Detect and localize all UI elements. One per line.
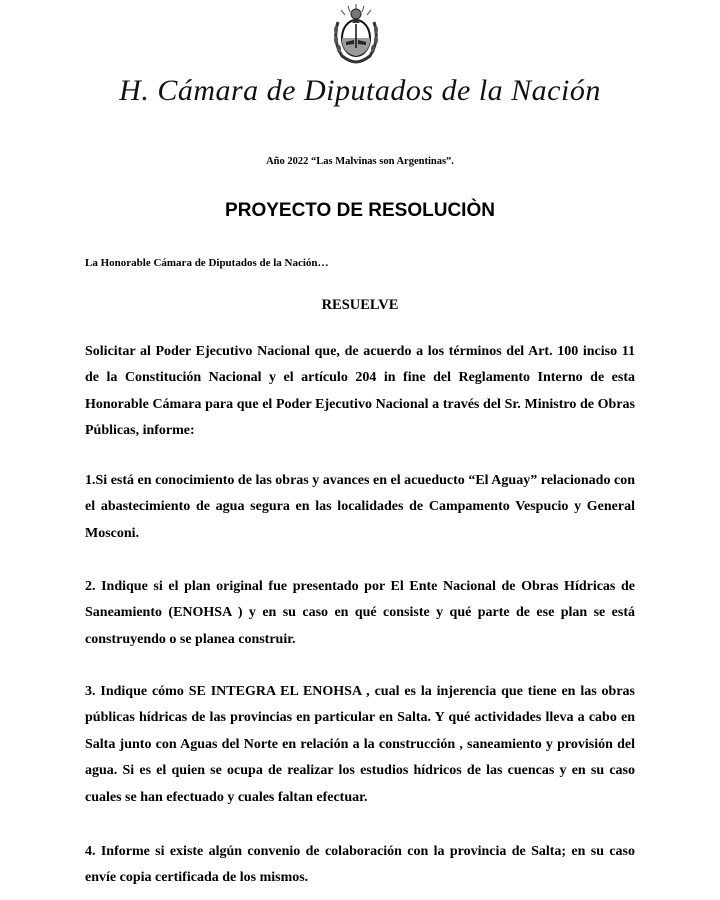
item-paragraph-1: 1.Si está en conocimiento de las obras y avances en el acueducto “El Aguay” relacionado con el abastecimiento de agua segura en las localidades de Campamento Vespucio y General Mosconi. <box>85 473 635 541</box>
national-coat-of-arms-icon <box>328 2 384 64</box>
item-paragraph-2: 2. Indique si el plan original fue presentado por El Ente Nacional de Obras Hídricas de Saneamiento (ENOHSA ) y en su caso en qué consiste y qué parte de ese plan se está construyendo o se planea construir. <box>85 579 635 647</box>
year-motto: Año 2022 “Las Malvinas son Argentinas”. <box>266 156 454 167</box>
addressee: La Honorable Cámara de Diputados de la Nación… <box>85 257 329 269</box>
intro-paragraph: Solicitar al Poder Ejecutivo Nacional que, de acuerdo a los términos del Art. 100 inciso 11 de la Constitución Nacional y el artículo 204 in fine del Reglamento Interno de esta Honorable Cámara para que el Poder Ejecutivo Nacional a través del Sr. Ministro de Obras Públicas, informe: <box>85 344 635 439</box>
chamber-name: H. Cámara de Diputados de la Nación <box>119 74 601 107</box>
item-paragraph-4: 4. Informe si existe algún convenio de colaboración con la provincia de Salta; en su caso envíe copia certificada de los mismos. <box>85 844 635 886</box>
item-paragraph-3: 3. Indique cómo SE INTEGRA EL ENOHSA , cual es la injerencia que tiene en las obras públicas hídricas de las provincias en particular en Salta. Y qué actividades lleva a cabo en Salta junto con Aguas del Norte en relación a la construcción , saneamiento y provisión del agua. Si es el quien se ocupa de realizar los estudios hídricos de las cuencas y en su caso cuales se han efectuado y cuales faltan efectuar. <box>85 684 635 805</box>
page-title: PROYECTO DE RESOLUCIÒN <box>225 200 495 221</box>
resolves-heading: RESUELVE <box>321 297 399 313</box>
